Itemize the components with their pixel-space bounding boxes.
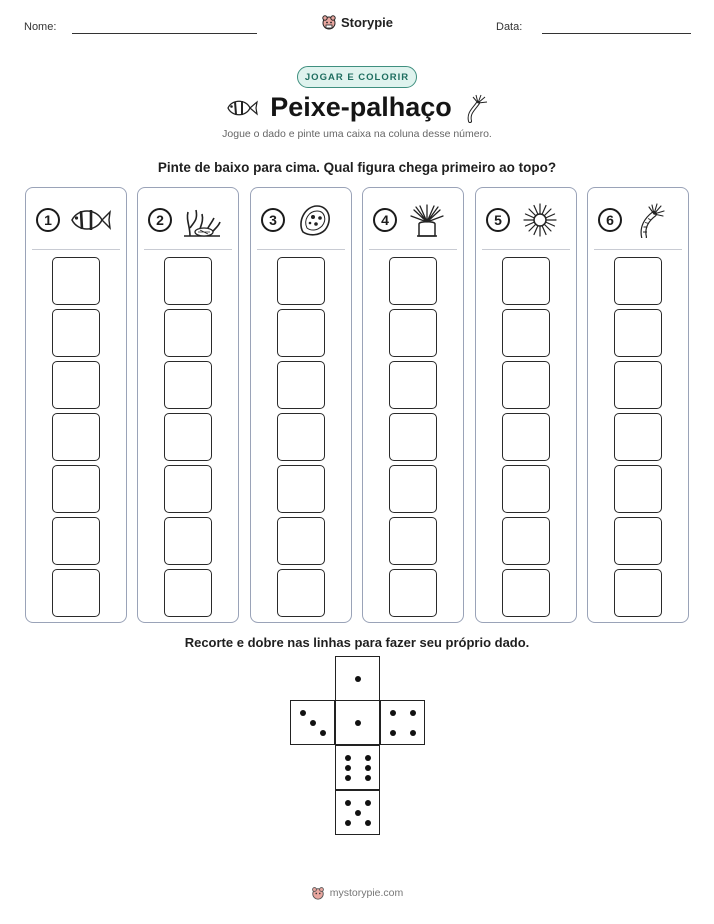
race-instruction: Pinte de baixo para cima. Qual figura chega primeiro ao topo? bbox=[157, 160, 557, 175]
category-badge: JOGAR E COLORIR bbox=[297, 66, 417, 88]
dice-pip bbox=[410, 710, 416, 716]
coloring-box bbox=[614, 413, 662, 461]
dice-pip bbox=[365, 775, 371, 781]
coloring-box bbox=[277, 569, 325, 617]
tube-worm-icon bbox=[630, 202, 674, 238]
dice-face-1 bbox=[335, 656, 380, 701]
coloring-box bbox=[164, 465, 212, 513]
sea-sponge-icon bbox=[293, 202, 337, 238]
coloring-box bbox=[164, 361, 212, 409]
coloring-box bbox=[614, 309, 662, 357]
coloring-box bbox=[164, 257, 212, 305]
dice-instruction: Recorte e dobre nas linhas para fazer seu próprio dado. bbox=[184, 635, 530, 650]
dice-face-4 bbox=[380, 700, 425, 745]
clownfish-icon bbox=[224, 96, 258, 120]
coloring-box bbox=[389, 517, 437, 565]
coloring-box bbox=[389, 309, 437, 357]
dice-pip bbox=[355, 720, 361, 726]
dice-pip bbox=[390, 710, 396, 716]
coloring-box bbox=[52, 309, 100, 357]
race-column-5 bbox=[475, 187, 577, 623]
column-number: 5 bbox=[486, 208, 510, 232]
dice-pip bbox=[355, 810, 361, 816]
dice-face-3 bbox=[290, 700, 335, 745]
dice-face-1 bbox=[335, 700, 380, 745]
coloring-box bbox=[52, 413, 100, 461]
name-label: Nome: bbox=[24, 21, 57, 33]
coloring-box bbox=[502, 413, 550, 461]
race-column-2 bbox=[137, 187, 239, 623]
footer bbox=[0, 886, 714, 900]
coloring-box bbox=[614, 517, 662, 565]
column-number: 6 bbox=[598, 208, 622, 232]
coloring-box bbox=[52, 257, 100, 305]
coloring-box bbox=[277, 361, 325, 409]
coloring-box bbox=[614, 257, 662, 305]
column-number: 4 bbox=[373, 208, 397, 232]
coloring-box bbox=[52, 465, 100, 513]
coloring-box bbox=[52, 569, 100, 617]
race-column-3 bbox=[250, 187, 352, 623]
dice-pip bbox=[410, 730, 416, 736]
coloring-box bbox=[502, 465, 550, 513]
column-number: 3 bbox=[261, 208, 285, 232]
subtitle: Jogue o dado e pinte uma caixa na coluna desse número. bbox=[222, 128, 492, 140]
sea-anemone-icon bbox=[405, 202, 449, 238]
storypie-mascot-icon bbox=[321, 14, 337, 30]
dice-face-6 bbox=[335, 745, 380, 790]
coloring-box bbox=[502, 309, 550, 357]
brand-logo bbox=[0, 14, 714, 30]
coloring-box bbox=[52, 517, 100, 565]
coloring-box bbox=[164, 309, 212, 357]
dice-pip bbox=[365, 755, 371, 761]
dice-pip bbox=[355, 676, 361, 682]
storypie-mascot-icon bbox=[311, 886, 325, 900]
coloring-box bbox=[389, 569, 437, 617]
coloring-box bbox=[502, 361, 550, 409]
sea-urchin-icon bbox=[518, 202, 562, 238]
dice-pip bbox=[300, 710, 306, 716]
coloring-box bbox=[277, 465, 325, 513]
coloring-box bbox=[614, 465, 662, 513]
date-label: Data: bbox=[496, 21, 523, 33]
coloring-box bbox=[389, 465, 437, 513]
column-number: 1 bbox=[36, 208, 60, 232]
dice-pip bbox=[345, 820, 351, 826]
coloring-box bbox=[502, 569, 550, 617]
dice-pip bbox=[365, 820, 371, 826]
coloring-box bbox=[164, 569, 212, 617]
coloring-box bbox=[52, 361, 100, 409]
coloring-box bbox=[277, 257, 325, 305]
brand-name: Storypie bbox=[340, 14, 393, 30]
coloring-box bbox=[389, 361, 437, 409]
dice-pip bbox=[345, 800, 351, 806]
dice-face-5 bbox=[335, 790, 380, 835]
dice-pip bbox=[345, 755, 351, 761]
coloring-box bbox=[502, 517, 550, 565]
name-line bbox=[72, 33, 257, 34]
coloring-box bbox=[277, 309, 325, 357]
race-column-6 bbox=[587, 187, 689, 623]
clownfish-icon bbox=[68, 202, 112, 238]
coral-icon bbox=[180, 202, 224, 238]
dice-pip bbox=[365, 765, 371, 771]
tube-worm-icon bbox=[464, 93, 490, 123]
race-column-4 bbox=[362, 187, 464, 623]
column-number: 2 bbox=[148, 208, 172, 232]
dice-pip bbox=[390, 730, 396, 736]
dice-pip bbox=[345, 765, 351, 771]
dice-pip bbox=[320, 730, 326, 736]
coloring-box bbox=[164, 413, 212, 461]
coloring-box bbox=[614, 569, 662, 617]
race-column-1 bbox=[25, 187, 127, 623]
footer-site: mystorypie.com bbox=[329, 887, 404, 899]
coloring-box bbox=[389, 257, 437, 305]
coloring-box bbox=[277, 413, 325, 461]
dice-pip bbox=[310, 720, 316, 726]
dice-pip bbox=[365, 800, 371, 806]
title-row bbox=[0, 92, 714, 123]
page-title: Peixe-palhaço bbox=[270, 92, 452, 122]
date-line bbox=[542, 33, 691, 34]
coloring-box bbox=[614, 361, 662, 409]
coloring-box bbox=[164, 517, 212, 565]
coloring-box bbox=[502, 257, 550, 305]
coloring-box bbox=[277, 517, 325, 565]
coloring-box bbox=[389, 413, 437, 461]
dice-pip bbox=[345, 775, 351, 781]
